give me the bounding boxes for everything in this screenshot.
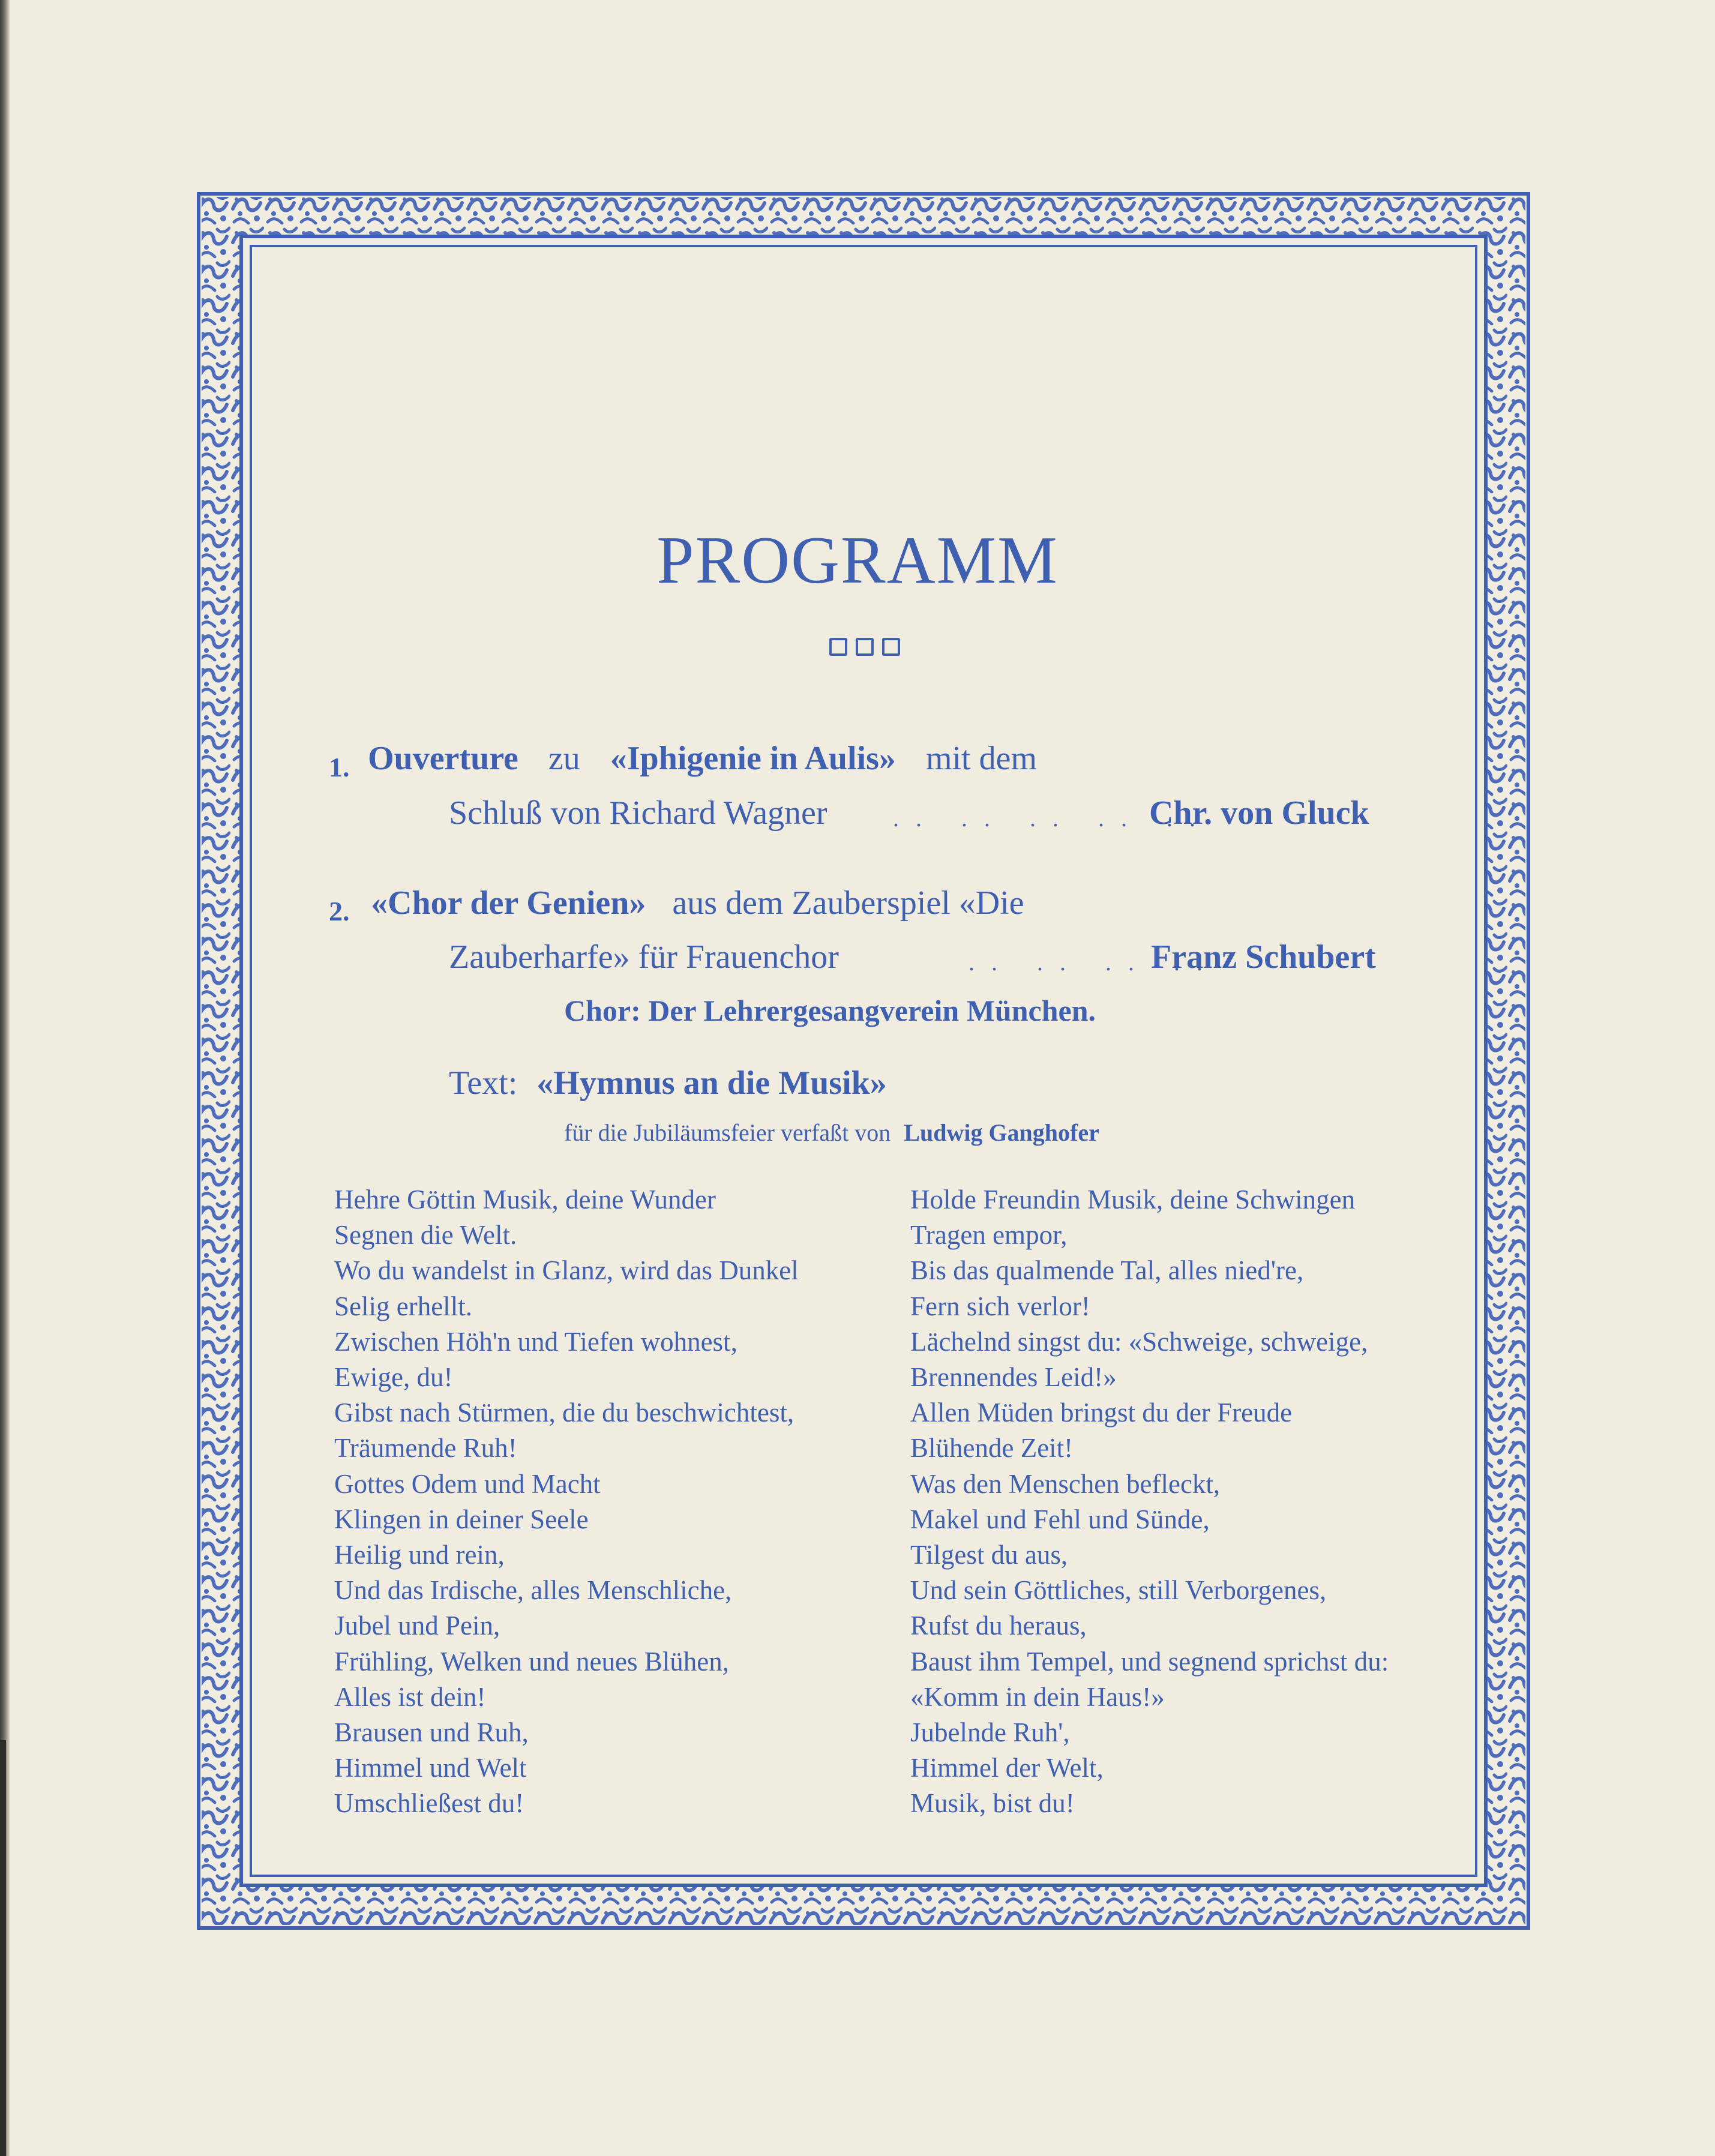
poem-line: Zwischen Höh'n und Tiefen wohnest, <box>334 1326 737 1357</box>
item-number: 2. <box>329 896 350 926</box>
poem-line: Blühende Zeit! <box>910 1433 1074 1464</box>
poem-line: Fern sich verlor! <box>910 1291 1090 1321</box>
poem-line: Rufst du heraus, <box>910 1611 1087 1641</box>
poem-line: Segnen die Welt. <box>334 1220 517 1251</box>
poem-line: Gibst nach Stürmen, die du beschwichtest, <box>334 1398 794 1428</box>
poem-line: Klingen in deiner Seele <box>334 1504 589 1534</box>
poem-line: Himmel der Welt, <box>910 1753 1104 1783</box>
poem-line: Träumende Ruh! <box>334 1433 517 1464</box>
poem-line: Holde Freundin Musik, deine Schwingen <box>910 1185 1356 1215</box>
item-1-line-1 <box>368 739 1037 778</box>
poem-line: Musik, bist du! <box>910 1788 1075 1819</box>
item-1-composer: Chr. von Gluck <box>1149 794 1369 832</box>
poem-line: Allen Müden bringst du der Freude <box>910 1398 1293 1428</box>
byline-prefix: für die Jubiläumsfeier verfaßt von <box>564 1119 891 1146</box>
item-1-line-2-text: Schluß von Richard Wagner <box>449 794 827 832</box>
item-2-end: aus dem Zauberspiel «Die <box>672 884 1024 922</box>
poem-line: Hehre Göttin Musik, deine Wunder <box>334 1185 716 1215</box>
poem-line: Tilgest du aus, <box>910 1540 1068 1570</box>
item-number: 1. <box>329 752 350 782</box>
item-2-composer: Franz Schubert <box>1151 938 1376 976</box>
poem-line: Baust ihm Tempel, und segnend sprichst du: <box>910 1646 1389 1677</box>
poem-line: Jubelnde Ruh', <box>910 1717 1070 1748</box>
poem-line: Brausen und Ruh, <box>334 1717 529 1748</box>
poem-line: Selig erhellt. <box>334 1291 472 1321</box>
item-1-quote: «Iphigenie in Aulis» <box>610 740 896 777</box>
poem-right-column <box>910 1182 1389 1822</box>
item-2-line-1 <box>371 884 1024 922</box>
poem-line: Umschließest du! <box>334 1788 524 1819</box>
byline-author: Ludwig Ganghofer <box>904 1119 1099 1146</box>
poem-line: Brennendes Leid!» <box>910 1362 1117 1393</box>
three-square-boxes-icon <box>829 638 907 661</box>
text-title: «Hymnus an die Musik» <box>536 1064 887 1102</box>
text-label: Text: <box>449 1064 518 1102</box>
item-2-line-2-text: Zauberharfe» für Frauenchor <box>449 938 839 976</box>
poem-line: Jubel und Pein, <box>334 1611 500 1641</box>
poem-line: Himmel und Welt <box>334 1753 527 1783</box>
poem-line: Und sein Göttliches, still Verborgenes, <box>910 1575 1327 1606</box>
poem-line: Makel und Fehl und Sünde, <box>910 1504 1210 1534</box>
poem-line: Und das Irdische, alles Menschliche, <box>334 1575 732 1606</box>
chor-line: Chor: Der Lehrergesangverein München. <box>564 994 1096 1027</box>
byline <box>564 1119 1099 1147</box>
poem-line: Alles ist dein! <box>334 1681 486 1712</box>
square-box-icon <box>856 638 874 656</box>
poem-line: «Komm in dein Haus!» <box>910 1681 1165 1712</box>
square-box-icon <box>829 638 847 656</box>
poem-left-column <box>334 1182 799 1822</box>
item-1-end: mit dem <box>925 740 1038 777</box>
square-box-icon <box>882 638 900 656</box>
poem-line: Ewige, du! <box>334 1362 453 1393</box>
poem-line: Lächelnd singst du: «Schweige, schweige, <box>910 1326 1368 1357</box>
leader-dots: .. .. .. .. <box>969 949 1219 976</box>
page-title: PROGRAMM <box>656 523 1059 598</box>
poem-line: Tragen empor, <box>910 1220 1068 1251</box>
leader-dots: .. .. .. .. .. <box>893 805 1212 832</box>
poem-line: Heilig und rein, <box>334 1540 505 1570</box>
item-2-quote: «Chor der Genien» <box>371 884 646 922</box>
item-1-work: Ouverture <box>368 740 518 777</box>
poem-line: Gottes Odem und Macht <box>334 1468 601 1499</box>
poem-line: Wo du wandelst in Glanz, wird das Dunkel <box>334 1255 799 1286</box>
item-1-mid: zu <box>548 740 580 777</box>
poem-line: Frühling, Welken und neues Blühen, <box>334 1646 729 1677</box>
poem-line: Bis das qualmende Tal, alles nied're, <box>910 1255 1304 1286</box>
text-line <box>449 1064 887 1102</box>
poem-line: Was den Menschen befleckt, <box>910 1468 1221 1499</box>
